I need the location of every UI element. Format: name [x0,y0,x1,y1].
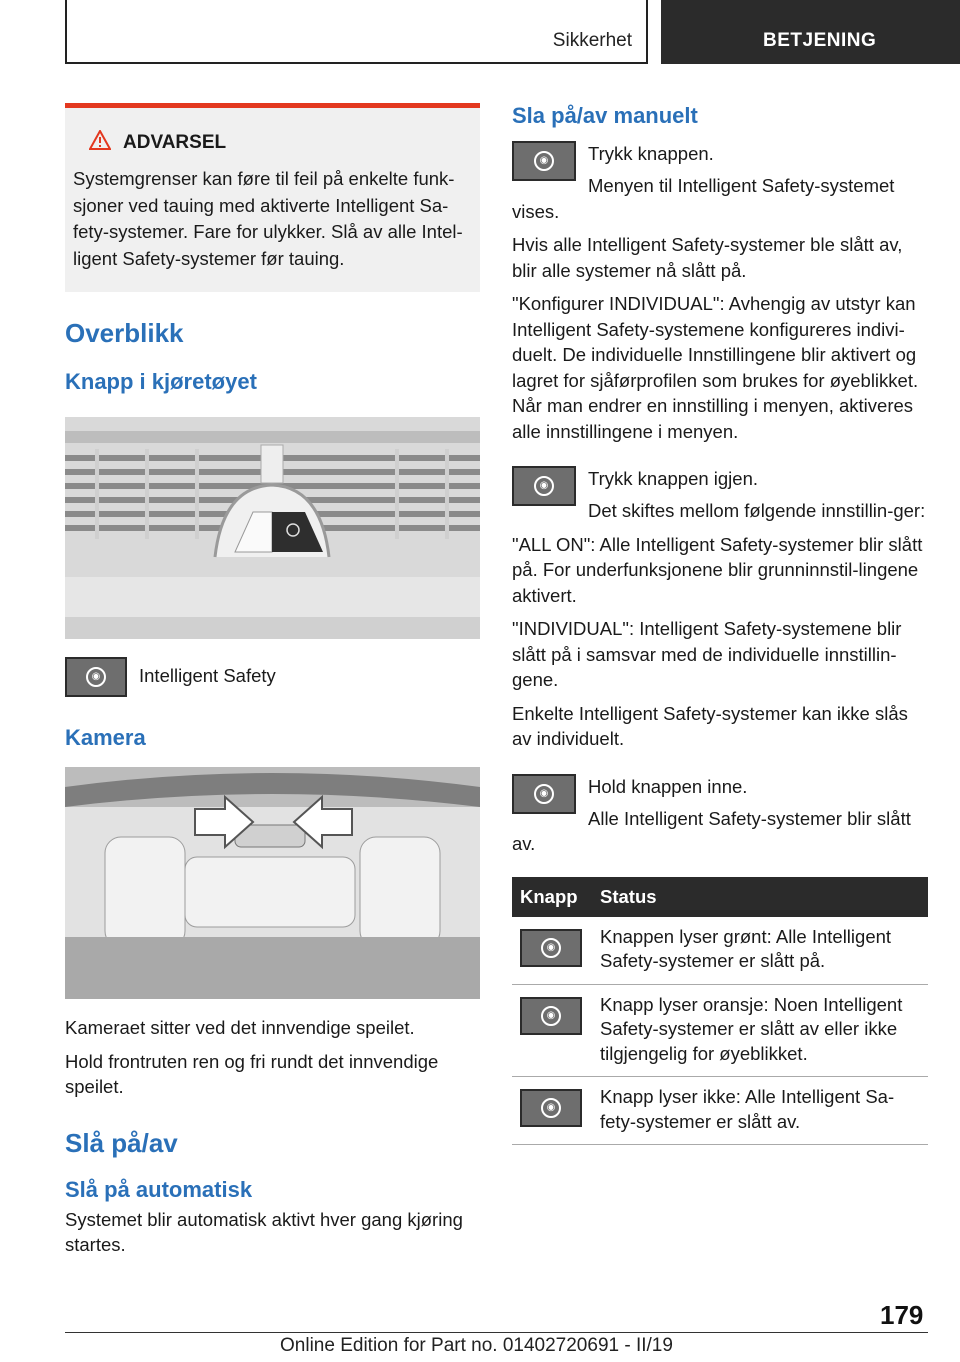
header-chapter-title: BETJENING [763,30,877,51]
header-section-title: Sikkerhet [552,30,632,51]
heading-overview: Overblikk [65,318,184,348]
text-all-off-reactivate: Hvis alle Intelligent Safety-systemer ble slått av, blir alle systemer nå slått på. [512,234,903,281]
left-column [65,103,480,1258]
heading-switch-manual: Sla på/av manuelt [512,103,698,128]
intelligent-safety-icon: ◉ [512,774,576,814]
page-number: 179 [880,1300,924,1330]
step-hold [512,774,928,857]
button-legend [65,657,480,697]
camera-text-location: Kameraet sitter ved det innvendige speilet. [65,1017,415,1038]
text-configure-individual: "Konfigurer INDIVIDUAL": Avhengig av utstyr kan Intelligent Safety-systemene konfigureres indivi-duelt. De individuelle Innstillingene blir aktivert og lagret for sjåførprofilen som brukes for øyeblikket. Når man endrer en innstilling i menyen, aktiveres alle innstillingene i menyen. [512,293,919,442]
camera-text-clean: Hold frontruten ren og fri rundt det innvendige speilet. [65,1050,439,1097]
step-press-again [512,466,928,524]
text-all-on: "ALL ON": Alle Intelligent Safety-systemer blir slått på. For underfunksjonene blir grunninnstil-lingene aktivert. [512,533,923,606]
button-legend-label: Intelligent Safety [139,665,276,686]
step-press-result: Menyen til Intelligent Safety-systemet vises. [512,175,895,222]
intelligent-safety-icon: ◉ [520,929,582,967]
intelligent-safety-icon: ◉ [512,141,576,181]
step-hold-result: Alle Intelligent Safety-systemer blir slått av. [512,807,911,854]
table-cell-status: Knapp lyser oransje: Noen Intelligent Safety-systemer er slått av eller ikke tilgjengelig for øyeblikket. [592,984,928,1077]
intelligent-safety-icon: ◉ [520,997,582,1035]
table-header-button: Knapp [512,877,592,917]
auto-text: Systemet blir automatisk aktivt hver gang kjøring startes. [65,1208,463,1255]
photo-dashboard-button [65,417,480,639]
step-press-text: Trykk knappen. [588,143,714,164]
table-header-status: Status [592,877,928,917]
step-hold-text: Hold knappen inne. [588,775,748,797]
intelligent-safety-icon: ◉ [65,657,127,697]
status-table [512,877,928,1146]
footer-edition: Online Edition for Part no. 01402720691 - II/19 [280,1335,673,1356]
table-cell-status: Knapp lyser ikke: Alle Intelligent Sa-fety-systemer er slått av. [592,1077,928,1145]
table-row [512,984,928,1077]
table-row [512,1077,928,1145]
header-section-tab [65,0,648,64]
footer-divider [65,1332,928,1333]
right-column [512,103,928,1145]
heading-button-in-vehicle: Knapp i kjøretøyet [65,369,257,394]
heading-camera: Kamera [65,725,146,750]
warning-title: ADVARSEL [123,132,227,153]
intelligent-safety-icon: ◉ [520,1089,582,1127]
heading-switch-on-off: Slå på/av [65,1127,178,1158]
heading-switch-on-auto: Slå på automatisk [65,1176,253,1202]
warning-triangle-icon [89,130,111,156]
step-press-again-text: Trykk knappen igjen. [588,468,759,489]
intelligent-safety-icon: ◉ [512,466,576,506]
photo-camera-mirror [65,767,480,999]
text-cannot-switch-off: Enkelte Intelligent Safety-systemer kan ikke slås av individuelt. [512,702,908,749]
table-row [512,917,928,985]
table-cell-status: Knappen lyser grønt: Alle Intelligent Safety-systemer er slått på. [592,917,928,985]
step-press-again-result: Det skiftes mellom følgende innstillin-ger: [588,500,926,521]
warning-text: Systemgrenser kan føre til feil på enkelte funk-sjoner ved tauing med aktiverte Intelligent Sa-fety-systemer. Fare for ulykker. Slå av alle Intel-ligent Safety-systemer før tauing. [73,168,463,269]
header-chapter-tab [661,0,960,64]
text-individual: "INDIVIDUAL": Intelligent Safety-systemene blir slått på i samsvar med de individuelle innstillin-gene. [512,618,902,690]
warning-box [65,103,480,292]
step-press [512,141,928,224]
